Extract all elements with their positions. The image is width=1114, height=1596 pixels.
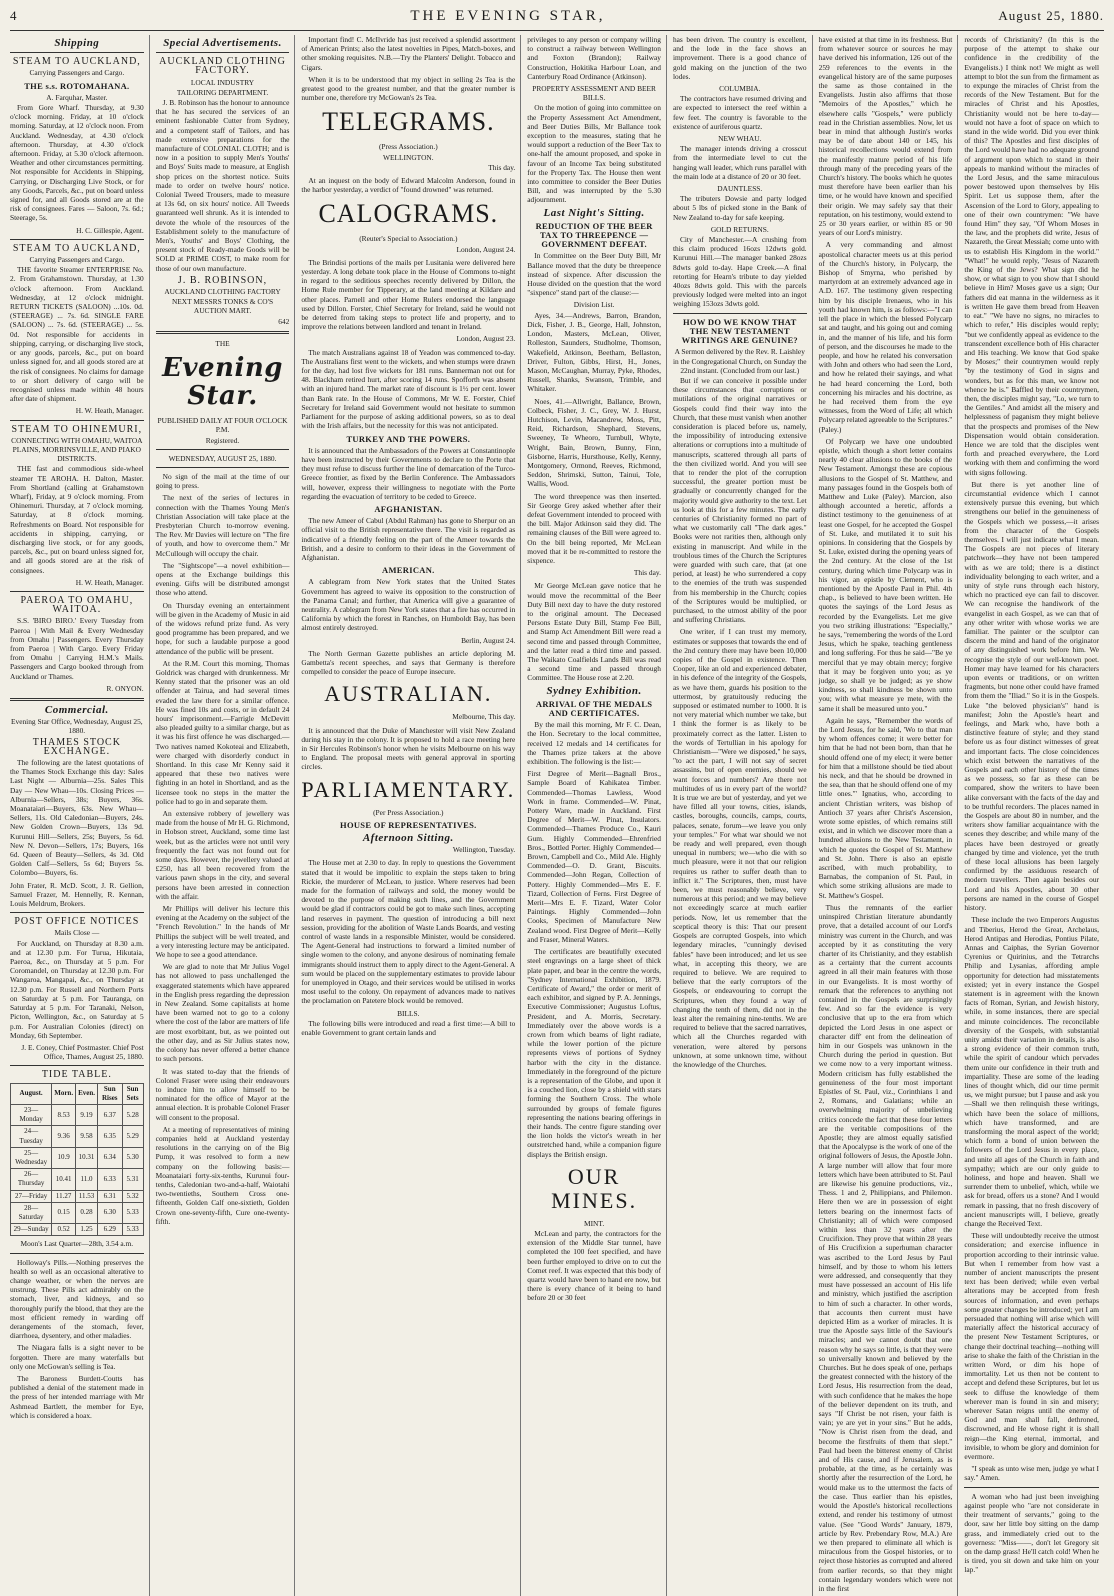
- article-body: The House met at 2.30 to day. In reply to questions the Government stated that it would be impolitic to explain the steps taken to bring Rickie, the murderer of McLean, to justice. Where reserves had been made for the formation of railways and sold, the money would be devoted to the purpose of making such lines, and the Government would be glad if contractors could be got to make such lines, accepting land reserves in payment. The question of introducing a bill next session, providing for the abolition of Waste Lands Boards, and vesting control of waste lands in a responsible Minister, would be considered. The Agent-General had instructions to forward a limited number of single women to the colony, and anyone desirous of nominating female immigrants should instruct them to apply direct to the Agent-General. A sum would be placed on the supplementary estimates to provide labour for unemployed in Otago, and their services would be utilised in works most useful to the colony. On repayment of advances made to natives the proclamation on Patetere block would be removed.: [301, 858, 516, 1006]
- section-subheading: MINT.: [584, 1218, 605, 1228]
- article-body: The following are the latest quotations of the Thames Stock Exchange this day: Sales Last Night — Alburnia—25s. Sales This Day — New Whau—10s. Closing Prices — Alburnia—Sellers, 38s; Buyers, 36s. Moanataiari—Buyers, 63s. New Whau—Sellers, 11s. Old Caledonian—Buyers, 24s. New Golden Crown—Buyers, 13s 9d. Kurunui Hill—Sellers, 25s; Buyers, 5s 6d. New N. Devon—Sellers, 17s; Buyers, 16s 6d. Queen of Beauty—Sellers, 4s 3d. Old Golden Calf—Sellers, 5s 6d; Buyers 5s. Colombo—Buyers, 6s.: [10, 758, 144, 878]
- article-body: One writer, if I can trust my memory, estimates or supposes that towards the end of the 2nd century there may have been 10,000 copies of the Gospel in existence. Then Cooper, like an old and experienced debater, in his defence of the integrity of the Gospels, as we have them, guards his position to the uttermost, by gratuitously reducing the supposed or estimated number to 1000. It is not very material which number we take, but I think the former is as likely to be proximately correct as the latter. Listen to the words of Tertullian in his apology for Christianism—"Were we disposed," he says, "to act the part, I will not say of secret assassins, but of open enemies, should we want forces and numbers? Are there not multitudes of us in every part of the world? It is true we are but of yesterday, and yet we have filled all your towns, cities, islands, castles, boroughs, councils, camps, courts, palaces, senate, forum—we leave you only your temples." For what war should we not be ready and well prepared, even though unequal in numbers; we—who die with so much pleasure, were it not that our religion requires us rather to suffer death than to inflict it." The Scriptures, then, must have been, we must reasonably believe, very numerous at this period; and we may believe not exceedingly scarce at much earlier periods. Now, let us remember that the sceptical theory is this: That our present Gospels are corrupted Gospels, into which legendary miracles, "cunningly devised fables" have been introduced; and let us see what, in accepting this theory, we are required to believe. We are required to believe that the early corruptors of the Gospels, or endeavouring to corrupt the Scriptures, when they found a way of changing the tenth of them, did not in the least alter the remaining nine-tenths. We are required to believe that the sacred narratives, which all the Churches regarded with veneration, were altered by persons unknown, at some unknown time, without the knowledge of the Churches.: [672, 627, 807, 1069]
- section-heading: HOW DO WE KNOW THAT THE NEW TESTAMENT WRITINGS ARE GENUINE?: [681, 316, 798, 346]
- advert-number: 642: [278, 316, 290, 326]
- dateline: This day.: [488, 162, 516, 172]
- article-body: It is announced that the Ambassadors of the Powers at Constantinople have been instructed by their Governments to declare to the Porte that they must refuse to discuss further the line of demarcation of the Turco-Greece frontier, as fixed by the Berlin Conference. The Ambassadors will, however, express their willingness to negotiate with the Porte regarding the evacuation of territory to be ceded to Greece.: [301, 445, 516, 501]
- dateline: This day.: [633, 568, 661, 578]
- table-cell: 11.53: [76, 1190, 98, 1202]
- article-body: A cablegram from New York states that the United States Government has agreed to waive its opposition to the construction of the Panama Canal; and further, that America will give a guarantee of neutrality. A cablegram from New York states that a fire has occurred in California by which the forest in Ranches, on Humboldt Bay, has been almost entirely destroyed.: [301, 577, 516, 633]
- table-cell: 6.29: [98, 1224, 123, 1236]
- article-body: The North German Gazette publishes an article deploring M. Gambetta's recent speeches, and says that Germany is therefore compelled to consider the peace of Europe insecure.: [301, 648, 516, 677]
- table-cell: 27—Friday: [11, 1190, 52, 1202]
- section-heading: REDUCTION OF THE BEER TAX TO THREEPENCE — GOVERNMENT DEFEAT.: [535, 220, 653, 250]
- article-body: privileges to any person or company willing to construct a railway between Wellington and Foxton (Brandon); Railway Construction, Hokitika Harbour Loan, and Canterbury Road Ordinance (Atkinson).: [527, 35, 661, 81]
- ship-master: A. Farquhar, Master.: [46, 92, 108, 102]
- article-body: It is announced that the Duke of Manchester will visit New Zealand during his stay in the colony. It is proposed to hold a race meeting here in Sir Hercules Robinson's honor when he visits Melbourne on his way to England. The proposal meets with general approval in sporting circles.: [301, 725, 516, 772]
- notice-heading: PAEROA TO OMAHU, WAITOA.: [20, 594, 134, 616]
- section-subheading: GOLD RETURNS.: [710, 224, 769, 234]
- dateline: Melbourne, This day.: [452, 712, 516, 722]
- article-body: Mr Phillips will deliver his lecture this evening at the Academy on the subject of the "French Revolution." In the hands of Mr Phillips the subject will be well treated, and a very interesting lecture may be anticipated. We hope to see a good attendance.: [155, 904, 290, 960]
- notice-subheading: Carrying Passengers and Cargo.: [29, 255, 125, 265]
- article-body: The next of the series of lectures in connection with the Thames Young Men's Christian Association will take place at the Presbyterian Church to-morrow evening. The Rev. Mr Davies will lecture on "The fire of youth, and how to overcome them." Mr McCullough will occupy the chair.: [155, 493, 290, 558]
- divider: [156, 52, 290, 53]
- table-cell: 0.52: [52, 1224, 76, 1236]
- article-body: McLean and party, the contractors for the extension of the Middle Star tunnel, have completed the 100 feet specified, and have been further employed to drive on to cut the Comet reef. It was expected that this body of quartz would have been to hand ere now, but there is every chance of it being to hand before 20 or 30 feet: [527, 1228, 661, 1303]
- notice-heading: STEAM TO AUCKLAND,: [12, 56, 141, 68]
- table-row: [11, 1169, 144, 1190]
- table-cell: 29—Sunday: [11, 1224, 52, 1236]
- section-heading: Last Night's Sitting.: [543, 206, 645, 219]
- article-body: Of Polycarp we have one undoubted epistle, which though a short letter contains nearly 40 clear allusions to the books of the New Testament. Amongst these are copious allusions to the Gospel of St. Matthew, and many passages found in the Gospels both of Matthew and Luke (Paley). Marcion, also although accounted a heretic, affords a distinct testimony to the genuineness of at least one Gospel, for he accepted the Gospel of St. Luke, and mutilated it to suit his opinions. In considering that the Gospels by St. Luke, existed during the opening years of the 2nd century. At the close of the 1st century, during which time Polycarp was in his vigor, an epistle by Clement, who is mentioned by the Apostle Paul in Phil. 4th chap., is believed to have been written. He quotes the sayings of the Lord Jesus as recorded by the Evangelists. Let me give you two striking illustrations: "Especially," he says, "remembering the words of the Lord Jesus, which he spake, teaching gentleness and long suffering. For thus he said—"Be ye merciful that ye may obtain mercy; forgive that it may be forgiven unto you; as ye judge, so shall ye be judged; as ye show kindness, so shall kindness be shown unto you; with what measure ye mete, with the same it shall be measured unto you.": [818, 436, 953, 713]
- article-body: records of Christianity? (In this is the purpose of the attempt to shake our confidence in the credibility of the Evangelists.) I think not! We might as well attempt to blot the sun from the firmament as to expunge the miracles of Christ from the records of the New Testament. But for the miracles of Christ and his Apostles, Christianity would not be here to-day—would not have a foot of space on which to stand in the wide world. Did you ever think of this? The Apostles and first disciples of the Lord would have had no adequate ground of argument upon which to stand in their appeals to mankind without the miracles of the Lord Jesus, and the same miraculous power bestowed upon themselves by His Spirit. Let us suppose them, after the Ascension of the Lord to Glory, appealing to one of their own countrymen: "We have found Him" they say, "Of Whom Moses in the law, and the prophets did write, Jesus of Nazareth, the Great Messiah; come unto with us to establish His Kingdom in the world." "What!" he would reply, "Jesus of Nazareth the King of the Jews? What sign did he show, or what sign to you show that I should believe in Him? Moses gave us a sign; Our fathers did eat manna in the wilderness as it is written He gave them bread from Heaven to eat." "We have no signs, no miracles to which to refer," His disciples would reply; "but we confidently appeal as evidence to the transcendent excellence both of His character and His teaching. We know that God spake by Moses;" their countrymen would reply "by the testimony of God in signs and wonders, but as for this man, we know not whence he is." Baffled by their countrymen, then, the disciples might say, "Lo, we turn to the Gentiles." And amidst all the misery and helplessness of paganism they might believe that the prospects and promises of the New Dispensation would obtain consideration. Hence we are told that the disciples went forth and preached everywhere, the Lord working with them and confirming the word with signs following.: [964, 35, 1099, 477]
- advert-signature: AUCKLAND CLOTHING FACTORY: [164, 287, 281, 297]
- editorial-date: WEDNESDAY, AUGUST 25, 1880.: [168, 453, 277, 463]
- table-header-cell: Morn.: [52, 1083, 76, 1104]
- table-cell: 1.25: [76, 1224, 98, 1236]
- article-body: The tributers Dowsie and party lodged about 5 lbs of picked stone in the Bank of New Zealand to-day for safe keeping.: [672, 194, 807, 222]
- shipping-heading: Shipping: [54, 37, 100, 49]
- table-cell: 6.35: [98, 1126, 123, 1147]
- registered-note: Registered.: [205, 435, 240, 445]
- notice-body: THE favorite Steamer ENTERPRISE No. 2. From Grahamstown. Thursday, at 1.30 o'clock afternoon. From Auckland. Wednesday, at 12 o'clock midnight. RETURN TICKETS (SALOON) ...10s. 0d. (STEERAGE) ... 7s. 6d. SINGLE FARE (SALOON) ... 7s. 6d. (STEERAGE) ... 5s. 0d. Not responsible for accidents in shipping, carrying, or discharging live stock, or any goods, parcels, &c., put on board unless signed for, and all goods stored are at the risk of consignees. No claims for damage to or short delivery of cargo will be recognised unless made within 48 hours after date of shipment.: [10, 265, 144, 404]
- article-body: An extensive robbery of jewellery was made from the house of Mr H. G. Richmond, in Hobson street, Auckland, some time last week, but as the articles were not until very frequently the fact was not found out for some days. However, the jewellery valued at £250, has all been recovered from the various pawn shops in the city, and several persons have been arrested in connection with the affair.: [155, 809, 290, 901]
- section-heading: POST OFFICE NOTICES: [14, 916, 140, 928]
- dateline: London, August 24.: [456, 244, 516, 254]
- column-1: [10, 35, 150, 1596]
- column-2: [156, 35, 296, 1596]
- commercial-heading: Commercial.: [44, 704, 109, 716]
- paper-title: THE EVENING STAR,: [410, 8, 606, 24]
- article-body: At the R.M. Court this morning, Thomas Goldrick was charged with drunkenness. Mr Kenny stated that the prisoner was an old offender at Tairua, and had several times evaded the law there for a similar offence. He was fined 10s and costs, or in default 24 hours' imprisonment.—Farrigle McDevitt also pleaded guilty to a similar charge, but as it was his first offence he was discharged.—Two natives named Kokoteai and Elizabeth, were charged with disorderly conduct in Shortland. In this case Mr Kenny said it appeared that these two natives were fighting in an hotel in Shortland, and as the licensee took no steps in the matter the police had to go in and separate them.: [155, 658, 290, 806]
- table-cell: 5.29: [122, 1126, 143, 1147]
- calograms-heading: CALOGRAMS.: [318, 199, 499, 229]
- table-cell: 5.32: [122, 1190, 143, 1202]
- article-body: When it is to be understood that my object in selling 2s Tea is the greatest good to the greatest number, and that the greater number is number one, therefore try McGowan's 2s Tea.: [301, 74, 516, 103]
- table-row: [11, 1147, 144, 1168]
- table-row: [11, 1104, 144, 1125]
- notice-subheading: CONNECTING WITH OMAHU, WAITOA PLAINS, MORRINSVILLE, AND PIAKO DISTRICTS.: [11, 435, 143, 464]
- advert-text: Holloway's Pills.—Nothing preserves the health so well as an occasional alterative to change weather, or when the nerves are unstrung. These Pills act admirably on the stomach, liver, and kidneys, and so thoroughly purify the blood, that they are the most efficient remedy in warding off derangements of the stomach, fever, diarrhoea, dysentery, and other maladies.: [10, 1257, 144, 1341]
- article-body: By the mail this morning, Mr F. C. Dean, the Hon. Secretary to the local committee, received 12 medals and 14 certificates for the Thames prize takers at the above exhibition. The following is the list:—: [527, 720, 661, 767]
- table-cell: 6.30: [98, 1202, 123, 1223]
- table-row: [11, 1126, 144, 1147]
- section-heading: Afternoon Sitting.: [362, 832, 454, 844]
- table-header-cell: Sun Rises: [98, 1083, 123, 1104]
- article-body: Ayes, 34.—Andrews, Barron, Brandon, Dick, Fisher, J. B., George, Hall, Johnston, London, Masters, McLean, Oliver, Rolleston, Saunders, Studholme, Thomson, Wakefield, Atkinson, Beetham, Bellaston, Driver, Fulton, Gibbs, Hirst, H., Jones, Mason, McCaughan, Murray, Pyke, Rhodes, Russell, Shanks, Swanson, Trimble, and Whitaker.: [527, 310, 661, 394]
- table-row: [11, 1190, 144, 1202]
- article-body: For Auckland, on Thursday at 8.30 a.m. and at 12.30 p.m. For Turua, Hikutaia, Paeroa, &c., on Thursday at 5 p.m. For Coromandel, on Thursday at 12.30 p.m. For Wangaroa, Mangapai, &c., on Thursday at 12.30 p.m. For Russell and Northern Ports on Saturday at 5 p.m. For Tauranga, on Saturday at 5 p.m. For Taranaki, Nelson, Picton, Wellington, &c., on Saturday at 5 p.m. For Australian Colonies (direct) on Monday, 6th September.: [10, 938, 144, 1040]
- notice-signature: H. C. Gillespie, Agent.: [76, 225, 144, 235]
- issue-date: August 25, 1880.: [998, 8, 1104, 23]
- tide-table: [10, 1083, 144, 1237]
- table-cell: 5.30: [122, 1147, 143, 1168]
- our-mines-heading: OUR MINES.: [551, 1163, 638, 1213]
- advert-text: J. B. Robinson has the honour to announce that he has secured the services of an eminent fashionable Cutter from Sydney, and a competent staff of Tailors, and has made extensive preparations for the manufacture of COLONIAL CLOTH; and is now in a position to supply Men's Youths' and Boys' Suits made to measure, at English shop prices on the shortest notice. Suits made to order on twelve hours' notice. Colonial Tweed Trousers, made to measure at 13s 6d, on six hours' notice. All Tweeds guaranteed well shrunk. As it is intended to devote the whole of the resources of the Establishment solely to the manufacture of Men's, Youths' and Boys' Clothing, the present stock of Ready-made Goods will be SOLD at PRIME COST, to make room for those of our own manufacture.: [155, 98, 290, 273]
- table-cell: 0.28: [76, 1202, 98, 1223]
- table-cell: 10.31: [76, 1147, 98, 1168]
- table-cell: 6.34: [98, 1147, 123, 1168]
- divider: [10, 912, 144, 913]
- article-body: The following bills were introduced and read a first time:—A bill to enable Government to grant certain lands and: [301, 1018, 516, 1038]
- divider: [156, 467, 290, 468]
- section-subheading: DAUNTLESS.: [717, 184, 763, 194]
- table-cell: 9.36: [52, 1126, 76, 1147]
- article-body: But there is yet another line of circumstantial evidence which I cannot extensively pursue this evening, but which strengthens our belief in the genuineness of the Gospels which we possess,—it arises from the character of the Gospels themselves. I will just indicate what I mean. The Gospels are not pieces of literary patchwork—they have not been tampered with as we are told; there is a distinct individuality belonging to each writer, and a unity of style runs through each history, which no practiced eye can fail to discover. We can recognise the handiwork of the evangelist in each Gospel, as we can that of any other writer with whose works we are familiar. The painter or the sculptor can discern the mind and hand of the originator of any distinguished work before him. We recognise the style of our well-known poet. Homer may have learned for his characters upon events or traditions, or on written fragments, but none other could have framed from them the "Iliad." So it is in the Gospels. Luke "the beloved physician's" hand is manifest; John the Apostle's heart and feelings, and Mark who, have both a distinctive feature of style; and they stand before us as four distinct witnesses of great and important facts. The close coincidences which exist between the narratives of the Gospels and each other history of the times as we possess, so far as these can be compared, show the writers to have been alike conversant with the facts of the day and to be truthful recorders. The places named in the Gospels are about 80 in number, and the writers show familiar acquaintance with the scenes they describe; and while many of the places have been destroyed or greatly changed by time and violence, yet the truth of these local allusions has been largely confirmed by the assiduous research of modern travellers. Then again besides our Lord and his Apostles, about 30 other persons are named in the course of Gospel history.: [964, 479, 1099, 913]
- article-body: has been driven. The country is excellent, and the lode in the face shows an improvement. There is a good chance of gold making on the junction of the two lodes.: [672, 35, 807, 81]
- article-body: Noes, 41.—Allwright, Ballance, Brown, Colbeck, Fisher, J. C., Grey, W. J. Hurst, Hutchison, Levin, Macandrew, Moss, Pitt, Reid, Richardson, Shephard, Stevens, Sweeney, Te Wheoro, Turnbull, Whyte, Wright, Bain, Brown, Bunny, Finn, Gisborne, Harris, Hursthouse, Kelly, Kenny, Montgomery, Ormond, Reeves, Richmond, Seddon, Shrimski, Sutton, Tainui, Tole, Wallis, Wood.: [527, 396, 661, 489]
- special-ads-heading: Special Advertisements.: [163, 37, 282, 49]
- section-heading: Sydney Exhibition.: [546, 684, 642, 697]
- table-cell: 5.28: [122, 1104, 143, 1125]
- table-cell: 11.0: [76, 1169, 98, 1190]
- section-heading: AFGHANISTAN.: [374, 503, 443, 514]
- divider: [10, 52, 144, 53]
- section-subheading: Division List.: [573, 300, 615, 310]
- article-body: A very commanding and almost apostolical character meets us at this period of the Church's history, in Polycarp, the Bishop of Smyrna, who perished by martyrdom at an extremely advanced age in A.D. 167. The testimony given respecting him by his disciple Irenaeus, who in his youth had known him, is as follows:—"I can tell the place in which the blessed Polycarp sat and taught, and his going out and coming in, and the manner of his life, and his form of person, and the discourses he made to the people, and how he related his conversation with John and others who had seen the Lord, and how he related their sayings, and what he had heard concerning the Lord, both concerning his miracles and his doctrine, as he had received them from the eye witnesses, from the Word of Life; all which Polycarp related agreeable to the Scriptures." (Paley.): [818, 240, 953, 434]
- parliamentary-heading: PARLIAMENTARY.: [301, 776, 516, 802]
- table-cell: 28—Saturday: [11, 1202, 52, 1223]
- article-body: No sign of the mail at the time of our going to press.: [155, 471, 290, 491]
- sermon-byline: A Sermon delivered by the Rev. R. Laishley in the Congregational Church, on Sunday the 22nd instant. (Concluded from our last.): [672, 347, 807, 375]
- dateline: WELLINGTON.: [383, 152, 434, 162]
- section-subheading: Mails Close —: [54, 928, 100, 938]
- section-heading: THAMES STOCK EXCHANGE.: [32, 736, 121, 757]
- article-body: The new Ameer of Cabul (Abdul Rahman) has gone to Sherpur on an official visit to the British representative there. The visit is regarded as indicative of a friendly feeling on the part of the Ameer towards the British, and a desire to conform to their ideas in the Government of Afghanistan.: [301, 516, 516, 562]
- table-cell: 25—Wednesday: [11, 1147, 52, 1168]
- section-heading: HOUSE OF REPRESENTATIVES.: [340, 819, 477, 830]
- divider: [10, 698, 144, 701]
- table-cell: 9.19: [76, 1104, 98, 1125]
- notice-signature: H. W. Heath, Manager.: [75, 406, 144, 416]
- advert-subheading: LOCAL INDUSTRY: [190, 77, 255, 87]
- notice-signature: H. W. Heath, Manager.: [75, 577, 144, 587]
- notice-body: S.S. 'BIRO BIRO.' Every Tuesday from Paeroa | With Mail & Every Wednesday from Omahu | Passengers. Every Thursday from Paeroa | With Cargo. Every Friday from Omahu | Carrying H.M.'s Mails. Passengers and Cargo booked through from Auckland or Thames.: [10, 616, 144, 681]
- dateline: Berlin, August 24.: [461, 635, 516, 645]
- moon-note: Moon's Last Quarter—28th, 3.54 a.m.: [20, 1239, 134, 1249]
- notice-signature: R. ONYON.: [106, 683, 144, 693]
- divider: [673, 313, 807, 314]
- article-body: On the motion of going into committee on the Property Assessment Act Amendment, and Beer Duties Bills, Mr Ballance took exception to the measures, stating that he would support a reduction of the Beer Tax to one-half the amount proposed, and spoke in favour of an Income Tax being substituted for the Property Tax. The House then went into committee to consider the Beer Duties Bill, and was interrupted by the 5.30 adjournment.: [527, 103, 661, 205]
- divider: [10, 591, 144, 592]
- advert-signature: J. B. ROBINSON,: [177, 274, 268, 286]
- article-body: A woman who had just been inveighing against people who "are not considerate in their treatment of servants," going to the door, saw her little boy sitting on the damp grass, and immediately cried out to the governess: "Miss——, don't let Gregory sit on the damp grass! He'll catch cold! When he is tired, you sit down and take him on your lap.": [964, 1491, 1099, 1575]
- article-body: The word threepence was then inserted. Sir George Grey asked whether after their defeat Government intended to proceed with the bill. Major Atkinson said they did. The remaining clauses of the Bill were agreed to. On the bill being reported, Mr McLean moved that it be re-committed to restore the sixpence.: [527, 491, 661, 565]
- ship-name: THE s.s. ROTOMAHANA.: [24, 80, 130, 91]
- table-cell: 26—Thursday: [11, 1169, 52, 1190]
- brokers-list: John Frater, R. McD. Scott, J. R. Gellion, Samuel Frazer, M. Hennelly, R. Kennan, Louis Meldrum, Brokers.: [10, 880, 144, 909]
- article-body: The Brindisi portions of the mails per Lusitania were delivered here yesterday. A long debate took place in the House of Commons to-night in regard to the seditious speeches recently delivered by Dillon, the Home Rule member for Tipperary, at the land meeting at Kildare and other places. Parnell and other Home Rulers endorsed the language used by Dillon. Forster, Chief Secretary for Ireland, said he would not be deterred from taking steps to protect life and property, and to improve the relations between landlord and tenant in Ireland.: [301, 257, 516, 332]
- table-header-cell: August.: [11, 1083, 52, 1104]
- table-row: [11, 1202, 144, 1223]
- tide-table-heading: TIDE TABLE.: [41, 1069, 112, 1081]
- table-header-cell: Even.: [76, 1083, 98, 1104]
- article-body: At a meeting of representatives of mining companies held at Auckland yesterday resolutions in the carrying on of the Big Pump, it was resolved to form a new company on the following basis:—Moanataiari forty-six-tenths, Kurunui four-tenths, Caledonian two-and-a-half, Waiotahi two-twentieths, Southern Cross one-fifteenth, Golden Calf one-sixtieth, Golden Crown one-seventy-fifth, Cure one-twenty-fifth.: [155, 1124, 290, 1226]
- column-7: [964, 35, 1104, 1596]
- section-subheading: (Press Association.): [378, 142, 438, 152]
- article-body: It was stated to-day that the friends of Colonel Fraser were using their endeavours to induce him to allow himself to be nominated for the office of Mayor at the annual election. It is probable Colonel Fraser will consent to the proposal.: [155, 1066, 290, 1122]
- article-body: The manager intends driving a crosscut from the intermediate level to cut the hanging wall leader, which runs parallel with the main lode at a distance of 20 or 30 feet.: [672, 144, 807, 181]
- article-body: On Thursday evening an entertainment will be given in the Academy of Music in aid of the widows refund prize fund. As very good programme has been prepared, and we hope, for such a laudable purpose a good attendance of the public will be present.: [155, 600, 290, 656]
- advert-heading: AUCKLAND CLOTHING FACTORY.: [159, 56, 286, 77]
- advert-text: The Baroness Burdett-Coutts has published a denial of the statement made in the press of her intended marriage with Mr Ashmead Bartlett, the member for Eye, which is considered a hoax.: [10, 1374, 144, 1420]
- article-body: Thus the remnants of the earlier uninspired Christian literature abundantly prove, that a detailed account of our Lord's ministry was current in the Church, and was accepted by it as constituting the very charter of its Christianity, and they establish as a certainty that the current accounts agreed in all their main features with those in our Evangelists. It is most worthy of remark that the references to anything not contained in the Gospels are surprisingly few. And so far the evidence is very conclusive that up to the era from which depicted the Lord Jesus in one aspect or character diff' ent from the delineation of him in our Gospels was unknown in the Church during the period in question. But we come now to a very important witness. Modern criticism has fully established the genuineness of the four most important Epistles of St. Paul, viz., Corinthians 1 and 2, Romans, and Galatians; while an overwhelming majority of unbelieving critics concede the fact that these four letters are the veritable compositions of the Apostle; they are almost equally satisfied that the Apocalypse is the work of one of the original followers of Jesus, the Apostle John. A large number will allow that four more letters which have been attributed to St. Paul are likewise his genuine productions, viz., Thess. 1 and 2, Philippians, and Philemon. Here then we are in possession of eight letters bearing on the innermost facts of Christianity; all of which were composed within less than 32 years after the Crucifixion. They prove that within 28 years of His Crucifixion a superhuman character was ascribed to the Lord Jesus by Paul himself, and by those to whom his letters were addressed, and consequently that they must have possessed an account of His life and ministry, which justified the ascription to him of such a character. In other words, that accounts then current must have depicted Him as a worker of miracles. It is true the Apostle says little of the Saviour's miracles; and we cannot doubt that one reason why he says so little, is that they were so universally known and believed by the Churches. But he does speak of one, perhaps the greatest connected with the history of the Lord Jesus, His resurrection from the dead, with such confidence that he makes the hope of the believer dependent on its truth, and says "If Christ be not risen, your faith is vain; ye are yet in your sins." But he adds, "Now is Christ risen from the dead, and become the firstfruits of them that slept." Paul had been the bitterest enemy of Christ and of His cause, and if Jerusalem, as is probable, at the time, as he certainly was shortly after the resurrection of the Lord, he would make us to the uttermost the facts of the case. Thus earlier than his epistles, would the Apostle's historical recollections extend, and render his testimony of utmost value. (See "Good Words" January, 1879, article by Rev. Prebendary Row, M.A.) Are we then prepared to eliminate all which is miraculous from the Gospel histories, or to reject those histories as corrupted and altered from earlier records, so that they might contain legendary wonders which were not in the first: [818, 902, 953, 1593]
- section-subheading: (Per Press Association.): [373, 807, 444, 817]
- table-cell: 5.33: [122, 1224, 143, 1236]
- table-cell: 10.41: [52, 1169, 76, 1190]
- divider: [964, 1487, 1099, 1488]
- section-subheading: COLUMBIA.: [719, 84, 761, 94]
- notice-subheading: Carrying Passengers and Cargo.: [29, 68, 125, 78]
- divider: [156, 331, 290, 334]
- section-heading: TURKEY AND THE POWERS.: [346, 433, 471, 444]
- article-body: The certificates are beautifully executed steel engravings on a large sheet of thick plate paper, and bear in the centre the words, "Sydney International Exhibition, 1879. Certificate of Award," the order or merit of each exhibitor, and signed by P. A. Jennings, Executive Commissioner; Augustus Loftus, President, and A. Morris, Secretary. Immediately over the above words is a crown from which beams of light radiate, while the lower portion of the picture represents views of portions of Sydney harbor with the city in the distance. Immediately in the foreground of the picture is a representation of the Globe, and upon it is a couched lion, close by a shield with stars forming the Southern Cross. The whole surrounded by groups of female figures representing the nations bearing offerings in their hands. The centre figure standing over the lion holds the victor's wreath in her outstretched hand, while a companion figure displays the British ensign.: [527, 947, 661, 1159]
- divider: [10, 420, 144, 421]
- table-cell: 10.9: [52, 1147, 76, 1168]
- masthead-article: THE: [215, 338, 230, 348]
- publication-note: PUBLISHED DAILY AT FOUR O'CLOCK P.M.: [157, 416, 288, 435]
- article-body: At an inquest on the body of Edward Malcolm Anderson, found in the harbor yesterday, a verdict of "found drowned" was returned.: [301, 176, 516, 195]
- article-body: The contractors have resumed driving and are expected to intersect the reef within a few feet. The country is favorable to the existence of auriferous quartz.: [672, 94, 807, 131]
- article-body: The "Sightscope"—a novel exhibition—opens at the Exchange buildings this evening. Gifts will be distributed amongst those who attend.: [155, 560, 290, 598]
- article-body: Mr George McLean gave notice that he would move the recommittal of the Beer Duty Bill next day to have the duty restored to the original amount. The Deceased Persons Estate Duty Bill, Stamp Fee Bill, and Stamp Act Amendment Bill were read a second time and passed through Committee, and the latter read a third time and passed. The Waikato Coalfields Lands Bill was read a second time and passed through Committee. The House rose at 2.20.: [527, 581, 661, 683]
- notice-body: THE fast and commodious side-wheel steamer TE AROHA. H. Dalton, Master. From Shortland (calling at Grahamstown Wharf), Friday, at 9 o'clock morning. From Ohinemuri. Thursday, at 7 o'clock morning. Saturday, at 8 o'clock morning. Refreshments on Board. Not responsible for accidents in shipping, carrying, or discharging live stock, or for any goods, parcels, &c., put on board unless signed for, and all goods stored are at the risk of consignees.: [10, 464, 144, 575]
- table-cell: 6.31: [98, 1190, 123, 1202]
- article-body: These include the two Emperors Augustus and Tiberius, Herod the Great, Archelaus, Herod Antipas and Herodias, Pontius Pilate, Annas and Caiphas, the Syrian Governor Cyrenius or Quirinius, and the Tetrarchs Philip and Lysanias, affording ample opportunity for detection had misstatements existed; yet in every instance the Gospel statement is in agreement with the known facts of Roman, Syrian, and Jewish history, while, in some instances, there are special and minute coincidences. The reconcilable diversity of the Gospels, with substantial unity amidst their variation in details, is also a strong evidence of their common truth, while the spirit of candour which pervades them unite our confidence in their truth and impartiality. These are some of the leading lines of thought which, did our time permit us, we might pursue; but I pause and ask you—Shall we then relinquish these writings, which have been the solace of millions, which have transformed, and are transforming the moral aspect of the world; which form a bond of union between the followers of the Lord Jesus in every place, and unite all ages of the Church in faith and sympathy; which are our only guide to holiness, and hope and heaven. Shall we surrender them to unbelief, which, while we ask for bread, offers us a stone? And I would remark in passing, that no fresh discovery of ancient manuscripts will, I believe, greatly change the Received Text.: [964, 915, 1099, 1228]
- columns: [10, 35, 1104, 1593]
- section-subheading: (Reuter's Special to Association.): [359, 234, 458, 244]
- masthead: [10, 8, 1104, 31]
- notice-heading: STEAM TO OHINEMURI,: [11, 423, 143, 435]
- advert-text: The Niagara falls is a sight never to be forgotten. There are many waterfalls but only one McGowan's selling is Tea.: [10, 1343, 144, 1371]
- table-cell: 5.33: [122, 1202, 143, 1223]
- section-subheading: NEW WHAU.: [718, 134, 762, 144]
- notice-heading: STEAM TO AUCKLAND,: [12, 242, 141, 254]
- divider: [10, 239, 144, 240]
- article-body: These will undoubtedly receive the utmost consideration; and exercise influence in proportion according to their intrinsic value. But when I remember from how vast a number of ancient manuscripts the present text has been derived; while even verbal alterations may be accepted from fresh sources of information, and even perhaps some greater changes be introduced; yet I am persuaded that nothing will arise which will materially affect the historical accuracy of the present New Testament Scriptures, or change their doctrinal teaching—nothing will arise to shake the faith of the Christian in the written Word, or dim his hope of immortality. Let us then not be content to accept and defend these Scriptures, but let us seek to diffuse the knowledge of them wherever man is found in sin and misery; wherever Satan reigns until the enemy of God and man shall fall, dethroned, discrowned, and He whose right it is shall reign—the King eternal, immortal, and invisible, to whom be glory and dominion for evermore.: [964, 1231, 1099, 1462]
- article-body: We are glad to note that Mr Julius Vogel has not allowed to pass unchallenged the exaggerated statements which have appeared in the English press regarding the depression in New Zealand. Some capitalists at home have been warned not to go to a colony where the cost of the labor are matters of life are most exorbitant, but, as we pointed out the other day, and as Sir Julius states now, the colony has never offered a better chance to such persons.: [155, 962, 290, 1064]
- advert-address: NEXT MESSRS TONKS & CO'S AUCTION MART.: [171, 297, 274, 316]
- article-body: "I speak as unto wise men, judge ye what I say." Amen.: [964, 1464, 1099, 1483]
- article-body: In Committee on the Beer Duty Bill, Mr Ballance moved that the duty be threepence instead of sixpence. After discussion the House divided on the question that the word "sixpence" stand part of the clause:—: [527, 251, 661, 298]
- article-body: Important find! C. McIlvride has just received a splendid assortment of American Prints; also the latest novelties in Pipes, Match-boxes, and other smoking requisites. N.B.—Try the Planters' Delight. Tobacco and Cigars.: [301, 35, 516, 72]
- column-6: [819, 35, 959, 1596]
- article-body: Again he says, "Remember the words of the Lord Jesus, for he said, 'Wo to that man by whom offences come; it were better for him that he had not been born, than that he should offend one of my elect; it were better for him that a millstone should be tied about his neck, and that he should be drowned in the sea, than that he should offend one of my little ones.'" Ignatius, who, according to ancient Christian writers, was bishop of Antioch 37 years after Christ's Ascension, wrote some epistles, of which remains still exist, and in which we discover more than a hundred allusions to the New Testament, in which he quotes the Gospel of St. Matthew and St. John. There is also an epistle ascribed, with much probability, to Barnabas, the companion of St. Paul, in which some striking allusions are made to St. Matthew's Gospel.: [818, 715, 953, 900]
- paper-nameplate: Evening Star.: [162, 353, 283, 412]
- article-body: City of Manchester.—A crushing from this claim produced 16ozs 12dwts gold. Kurunui Hill.—The manager banked 28ozs 8dwts gold to-day. Hape Creek.—A final retorting for Hearn's tribute to day yielded 40ozs 8dwts gold. This with the parcels previously lodged were melted into an ingot weighing 153ozs 3dwts gold.: [672, 235, 807, 309]
- table-cell: 6.33: [98, 1169, 123, 1190]
- table-cell: 9.58: [76, 1126, 98, 1147]
- article-body: The match Australians against 18 of Yeadon was commenced to-day. The Australians first went to the wickets, and when stumps were drawn for the day, had lost five wickets for 181 runs. Bannerman not out for 48. Blackham retired hurt, after scoring 14 runs. Spofforth was absent with an injured hand. The market rate of discount is 1½ per cent. lower than Bank rate. In the House of Commons, Mr W. E. Forster, Chief Secretary for Ireland said Government would not hesitate to summon Parliament for the purpose of asking additional powers, so as to deal with the Irish affairs, but the necessity for this was not anticipated.: [301, 347, 516, 431]
- table-cell: 8.53: [52, 1104, 76, 1125]
- australian-heading: AUSTRALIAN.: [324, 681, 493, 707]
- notice-signature: J. E. Coney, Chief Postmaster. Chief Post Office, Thames, August 25, 1880.: [21, 1042, 144, 1062]
- table-header-row: [11, 1083, 144, 1104]
- page-number: 4: [10, 8, 18, 23]
- table-cell: 23—Monday: [11, 1104, 52, 1125]
- table-row: [11, 1224, 144, 1236]
- section-heading: ARRIVAL OF THE MEDALS AND CERTIFICATES.: [535, 698, 653, 719]
- notice-body: From Gore Wharf. Thursday, at 9.30 o'clock morning. Friday, at 10 o'clock morning. Saturday, at 12 o'clock noon. From Auckland. Wednesday, at 4.30 o'clock afternoon. Thursday, at 4.30 o'clock afternoon. Friday, at 5.30 o'clock afternoon. Weather and other circumstances permitting. Not responsible for Accidents in Shipping, Carrying, or Discharging Live Stock, or for any Goods, Parcels, &c., put on board unless signed for, and all Goods stored are at the risk of consignees. Fares — Saloon, 7s. 6d.; Steerage, 5s.: [10, 103, 144, 223]
- divider: [10, 1253, 144, 1254]
- article-body: have existed at that time in its freshness. But from whatever source or sources he may have derived his information, 126 out of the 259 references to the events in the evangelical history are of the same purposes the same as those contained in the Evangelists. Justin also affirms that those "Memoirs of the Apostles," which he elsewhere calls "Gospels," were publicly read in the Christian assemblies. Now, let us bear in mind that although Justin's works may be of date about 140 or 145, his historical recollections would extend from the manifestly mature period of his life through many of the preceding years of the Church's history. The books which he quotes must therefore have been earlier than his time, or he would have known and specified their origin. We may safely say that their reputation, on his testimony, would extend to 25 or 30 years earlier, or within 85 or 90 years of our Lord's ministry.: [818, 35, 953, 238]
- column-4: [527, 35, 667, 1596]
- dateline: Evening Star Office, Wednesday, August 25, 1880.: [11, 717, 143, 736]
- divider: [156, 449, 290, 450]
- table-cell: 5.31: [122, 1169, 143, 1190]
- section-subheading: BILLS.: [397, 1008, 420, 1018]
- advert-subheading: TAILORING DEPARTMENT.: [176, 87, 269, 97]
- section-subheading: PROPERTY ASSESSMENT AND BEER BILLS.: [532, 84, 656, 103]
- column-5: [673, 35, 813, 1596]
- article-body: But if we can conceive it possible under these circumstances that corruptions or mutilations of the original narratives or Gospels could find their way into the Church, that these must vanish when another consideration is placed before us, namely, the impossibility of introducing extensive alterations or corruptions into a multitude of manuscripts, scattered through all parts of the then civilized world. And you will see that to render the plot of the corruption successful, the greater portion must be gradually or concurrently changed for the majority would give authority to the text. Let us look at this for a few minutes. The early centuries of Christianity formed no part of what we customarily call "The dark ages." Books were not rarities then, although only existing in manuscript. And while in the troublous times of the Church the Scriptures were guarded with such care, that (at one period, at least) he who surrendered a copy to the enemies of the truth was suspended from his membership in the Church; copies of the Scriptures would be multiplied, or purchased, to the utmost ability of the poor and suffering Christians.: [672, 375, 807, 625]
- column-3: [301, 35, 521, 1596]
- table-cell: 11.27: [52, 1190, 76, 1202]
- table-cell: 24—Tuesday: [11, 1126, 52, 1147]
- telegrams-heading: TELEGRAMS.: [322, 107, 495, 137]
- article-body: First Degree of Merit—Bagnall Bros., Sample Board of Kahikatea Timber. Commended—Thomas Lawless, Wood Work in frame. Commended—W. Pinat, Pottery Ware, made in Auckland. First Degree of Merit—W. Pinat, Insulators. Commended—Thames Produce Co., Kauri Gum. Highly Commended—Ehrenfried Bros., Bottled Porter. Highly Commended—Brown, Campbell and Co., Mild Ale. Highly Commended—O. D. Grant, Biscuits. Commended—John Regan, Collection of Pottery. Highly Commended—Mrs E. F. Tizard, Collection of Ferns. First Degree of Merit—Mrs E. F. Tizard, Water Color Paintings. Highly Commended—John Cooks, Specimen of Manufacture New Zealand wood. First Degree of Merit—Kelly and Fraser, Mineral Waters.: [527, 769, 661, 944]
- table-cell: 0.15: [52, 1202, 76, 1223]
- divider: [10, 1065, 144, 1066]
- table-header-cell: Sun Sets: [122, 1083, 143, 1104]
- section-heading: AMERICAN.: [382, 565, 435, 576]
- table-cell: 6.37: [98, 1104, 123, 1125]
- dateline: London, August 23.: [456, 334, 516, 344]
- dateline: Wellington, Tuesday.: [452, 845, 516, 855]
